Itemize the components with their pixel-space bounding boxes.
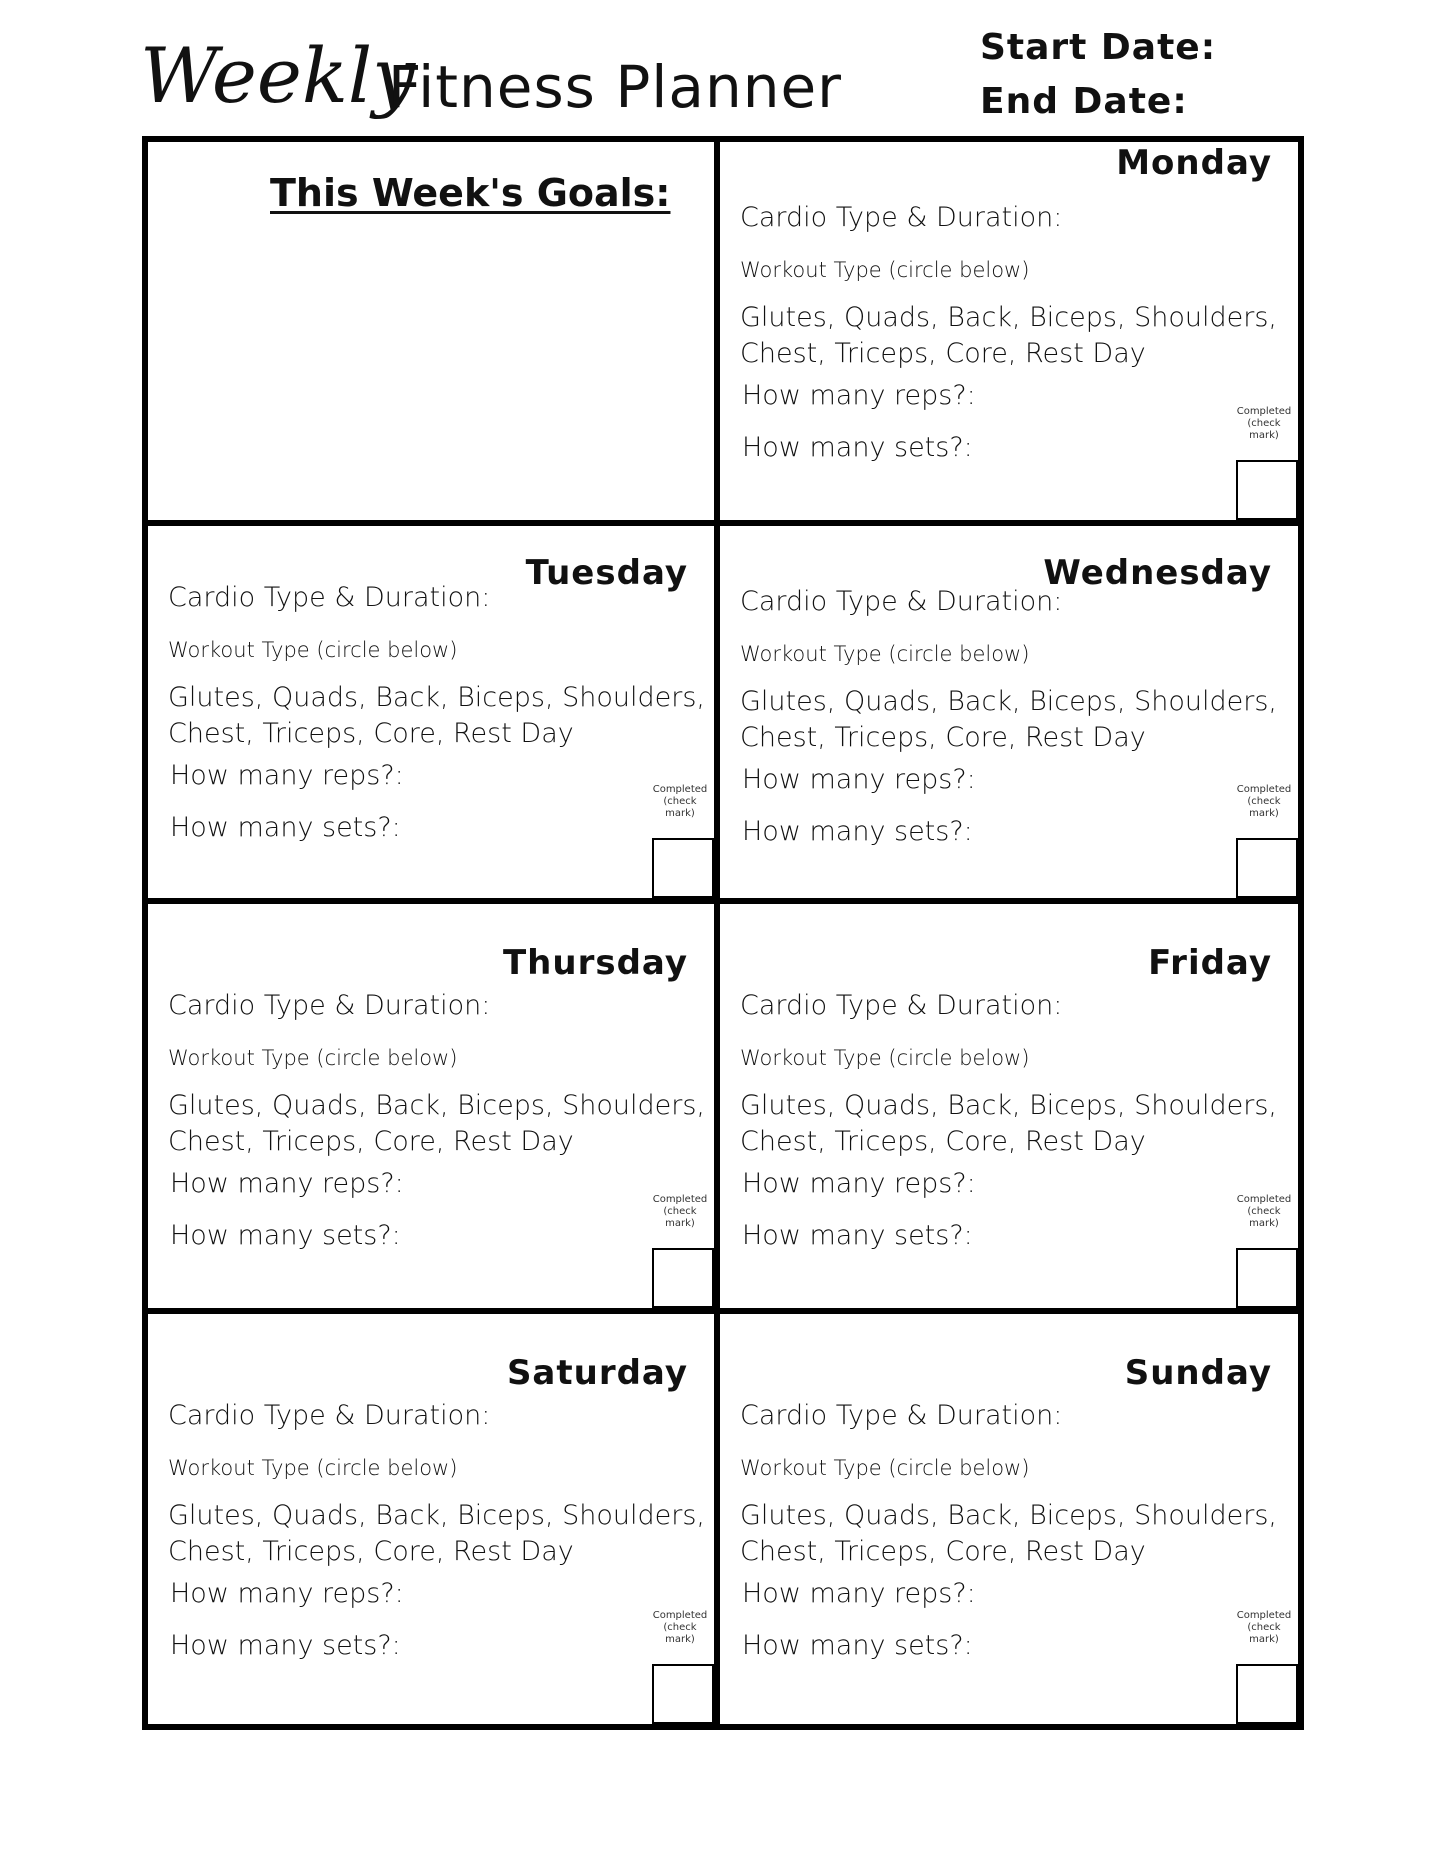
day-title: Friday bbox=[1148, 943, 1272, 983]
workout-type-label: Workout Type (circle below) bbox=[740, 1456, 1030, 1480]
cardio-label: Cardio Type & Duration: bbox=[740, 586, 1063, 617]
completed-checkbox[interactable] bbox=[652, 1248, 714, 1308]
completed-label-line2: (check mark) bbox=[663, 1206, 697, 1229]
completed-label bbox=[1234, 1610, 1294, 1646]
muscles-line1: Glutes, Quads, Back, Biceps, Shoulders, bbox=[740, 1090, 1278, 1121]
completed-label-line2: (check mark) bbox=[1247, 418, 1281, 441]
day-cell-thursday bbox=[148, 904, 714, 1308]
completed-label bbox=[1234, 1194, 1294, 1230]
sets-label: How many sets?: bbox=[742, 1630, 973, 1661]
reps-label: How many reps?: bbox=[742, 380, 976, 411]
sets-label: How many sets?: bbox=[742, 1220, 973, 1251]
reps-label: How many reps?: bbox=[742, 1168, 976, 1199]
cardio-label: Cardio Type & Duration: bbox=[740, 202, 1063, 233]
goals-title: This Week's Goals: bbox=[270, 171, 671, 215]
completed-label-line2: (check mark) bbox=[663, 796, 697, 819]
sets-label: How many sets?: bbox=[170, 812, 401, 843]
day-title: Saturday bbox=[506, 1353, 688, 1393]
day-title: Monday bbox=[1116, 143, 1272, 183]
day-title: Wednesday bbox=[1043, 553, 1272, 593]
sets-label: How many sets?: bbox=[170, 1220, 401, 1251]
completed-checkbox[interactable] bbox=[1236, 838, 1298, 898]
day-title: Sunday bbox=[1124, 1353, 1272, 1393]
cardio-label: Cardio Type & Duration: bbox=[168, 990, 491, 1021]
completed-label-line1: Completed bbox=[1236, 1610, 1292, 1621]
day-cell-monday bbox=[720, 142, 1298, 520]
day-cell-wednesday bbox=[720, 526, 1298, 898]
muscles-line1: Glutes, Quads, Back, Biceps, Shoulders, bbox=[168, 1090, 706, 1121]
muscles-line2: Chest, Triceps, Core, Rest Day bbox=[168, 1126, 574, 1157]
planner-grid bbox=[142, 136, 1304, 1730]
end-date-label: End Date: bbox=[980, 81, 1188, 122]
muscles-line1: Glutes, Quads, Back, Biceps, Shoulders, bbox=[740, 1500, 1278, 1531]
day-cell-tuesday bbox=[148, 526, 714, 898]
reps-label: How many reps?: bbox=[170, 1168, 404, 1199]
completed-checkbox[interactable] bbox=[1236, 460, 1298, 520]
muscles-line2: Chest, Triceps, Core, Rest Day bbox=[168, 718, 574, 749]
workout-type-label: Workout Type (circle below) bbox=[168, 638, 458, 662]
reps-label: How many reps?: bbox=[170, 760, 404, 791]
completed-label bbox=[1234, 784, 1294, 820]
completed-label-line2: (check mark) bbox=[663, 1622, 697, 1645]
day-title: Tuesday bbox=[525, 553, 688, 593]
day-title: Thursday bbox=[502, 943, 688, 983]
page-title: Fitness Planner bbox=[388, 53, 842, 121]
workout-type-label: Workout Type (circle below) bbox=[740, 258, 1030, 282]
completed-label-line1: Completed bbox=[652, 1610, 708, 1621]
completed-checkbox[interactable] bbox=[1236, 1248, 1298, 1308]
day-cell-sunday bbox=[720, 1314, 1298, 1724]
completed-label-line1: Completed bbox=[1236, 406, 1292, 417]
cardio-label: Cardio Type & Duration: bbox=[168, 582, 491, 613]
day-cell-friday bbox=[720, 904, 1298, 1308]
goals-cell[interactable] bbox=[148, 142, 714, 520]
completed-label bbox=[1234, 406, 1294, 442]
completed-checkbox[interactable] bbox=[1236, 1664, 1298, 1724]
muscles-line2: Chest, Triceps, Core, Rest Day bbox=[740, 722, 1146, 753]
reps-label: How many reps?: bbox=[170, 1578, 404, 1609]
muscles-line1: Glutes, Quads, Back, Biceps, Shoulders, bbox=[168, 682, 706, 713]
muscles-line2: Chest, Triceps, Core, Rest Day bbox=[740, 1126, 1146, 1157]
muscles-line2: Chest, Triceps, Core, Rest Day bbox=[168, 1536, 574, 1567]
sets-label: How many sets?: bbox=[742, 432, 973, 463]
muscles-line1: Glutes, Quads, Back, Biceps, Shoulders, bbox=[168, 1500, 706, 1531]
muscles-line1: Glutes, Quads, Back, Biceps, Shoulders, bbox=[740, 302, 1278, 333]
completed-checkbox[interactable] bbox=[652, 838, 714, 898]
workout-type-label: Workout Type (circle below) bbox=[740, 1046, 1030, 1070]
completed-label bbox=[650, 784, 710, 820]
sets-label: How many sets?: bbox=[742, 816, 973, 847]
reps-label: How many reps?: bbox=[742, 1578, 976, 1609]
sets-label: How many sets?: bbox=[170, 1630, 401, 1661]
completed-label bbox=[650, 1194, 710, 1230]
completed-label-line2: (check mark) bbox=[1247, 796, 1281, 819]
workout-type-label: Workout Type (circle below) bbox=[168, 1046, 458, 1070]
completed-label-line1: Completed bbox=[1236, 1194, 1292, 1205]
completed-label-line2: (check mark) bbox=[1247, 1206, 1281, 1229]
completed-label bbox=[650, 1610, 710, 1646]
completed-label-line2: (check mark) bbox=[1247, 1622, 1281, 1645]
cardio-label: Cardio Type & Duration: bbox=[168, 1400, 491, 1431]
reps-label: How many reps?: bbox=[742, 764, 976, 795]
muscles-line1: Glutes, Quads, Back, Biceps, Shoulders, bbox=[740, 686, 1278, 717]
day-cell-saturday bbox=[148, 1314, 714, 1724]
completed-label-line1: Completed bbox=[1236, 784, 1292, 795]
completed-checkbox[interactable] bbox=[652, 1664, 714, 1724]
workout-type-label: Workout Type (circle below) bbox=[740, 642, 1030, 666]
cardio-label: Cardio Type & Duration: bbox=[740, 990, 1063, 1021]
workout-type-label: Workout Type (circle below) bbox=[168, 1456, 458, 1480]
completed-label-line1: Completed bbox=[652, 784, 708, 795]
muscles-line2: Chest, Triceps, Core, Rest Day bbox=[740, 1536, 1146, 1567]
title-script: Weekly bbox=[140, 31, 416, 120]
muscles-line2: Chest, Triceps, Core, Rest Day bbox=[740, 338, 1146, 369]
start-date-label: Start Date: bbox=[980, 27, 1217, 68]
cardio-label: Cardio Type & Duration: bbox=[740, 1400, 1063, 1431]
completed-label-line1: Completed bbox=[652, 1194, 708, 1205]
